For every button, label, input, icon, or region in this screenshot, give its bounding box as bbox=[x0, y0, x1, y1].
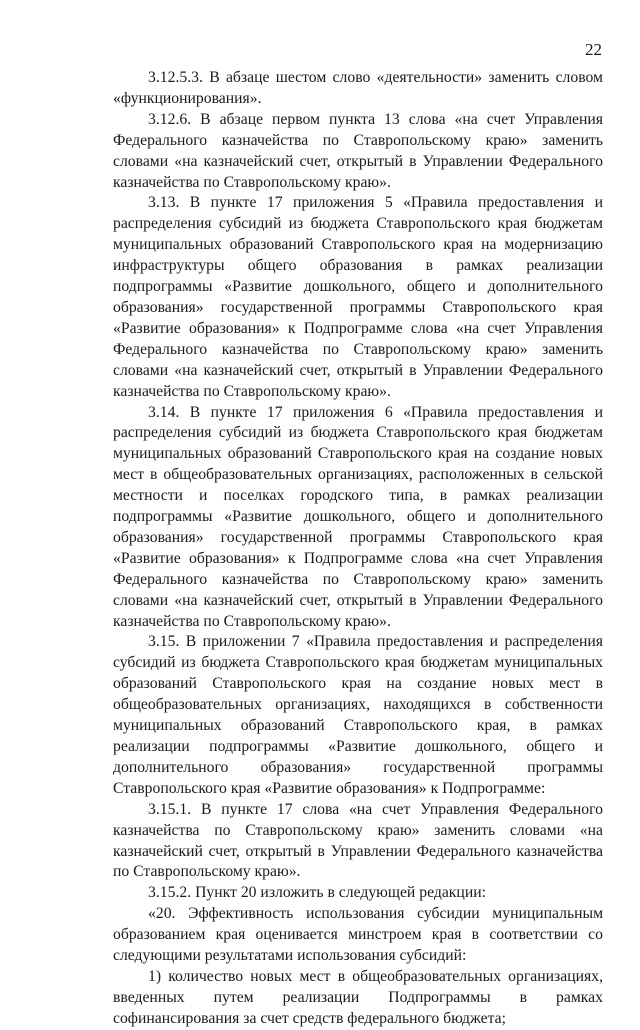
document-body bbox=[113, 68, 603, 1030]
page-number: 22 bbox=[585, 40, 602, 59]
paragraph-item-20: «20. Эффективность использования субсидии муниципальным образованием края оценивается минстроем края в соответствии со следующими результатами использования субсидий: bbox=[113, 905, 603, 965]
paragraph-3-15-2: 3.15.2. Пункт 20 изложить в следующей редакции: bbox=[148, 884, 486, 902]
paragraph-3-14: 3.14. В пункте 17 приложения 6 «Правила предоставления и распределения субсидий из бюджета Ставропольского края бюджетам муниципальных образований Ставропольского края на создание новых мест в общеобразовательных организациях, расположенных в сельской местности и поселках городского типа, в рамках реализации подпрограммы «Развитие дошкольного, общего и дополнительного образования» государственной программы Ставропольского края «Развитие образования» к Подпрограмме слова «на счет Управления Федерального казначейства по Ставропольскому краю» заменить словами «на казначейский счет, открытый в Управлении Федерального казначейства по Ставропольскому краю». bbox=[113, 403, 603, 630]
paragraph-3-15: 3.15. В приложении 7 «Правила предоставления и распределения субсидий из бюджета Ставропольского края бюджетам муниципальных образований Ставропольского края на создание новых мест в общеобразовательных организациях, находящихся в собственности муниципальных образований Ставропольского края, в рамках реализации подпрограммы «Развитие дошкольного, общего и дополнительного образования» государственной программы Ставропольского края «Развитие образования» к Подпрограмме: bbox=[113, 633, 603, 797]
paragraph-3-13: 3.13. В пункте 17 приложения 5 «Правила предоставления и распределения субсидий из бюджета Ставропольского края бюджетам муниципальных образований Ставропольского края на модернизацию инфраструктуры общего образования в рамках реализации подпрограммы «Развитие дошкольного, общего и дополнительного образования» государственной программы Ставропольского края «Развитие образования» к Подпрограмме слова «на счет Управления Федерального казначейства по Ставропольскому краю» заменить словами «на казначейский счет, открытый в Управлении Федерального казначейства по Ставропольскому краю». bbox=[113, 194, 603, 400]
paragraph-3-12-6: 3.12.6. В абзаце первом пункта 13 слова «на счет Управления Федерального казначейства по Ставропольскому краю» заменить словами «на казначейский счет, открытый в Управлении Федерального казначейства по Ставропольскому краю». bbox=[113, 110, 603, 191]
paragraph-3-12-5-3: 3.12.5.3. В абзаце шестом слово «деятельности» заменить словом «функционирования». bbox=[113, 69, 603, 107]
paragraph-subitem-1: 1) количество новых мест в общеобразовательных организациях, введенных путем реализации Подпрограммы в рамках софинансирования за счет средств федерального бюджета; bbox=[113, 967, 603, 1027]
paragraph-3-15-1: 3.15.1. В пункте 17 слова «на счет Управления Федерального казначейства по Ставропольскому краю» заменить словами «на казначейский счет, открытый в Управлении Федерального казначейства по Ставропольскому краю». bbox=[113, 800, 603, 881]
